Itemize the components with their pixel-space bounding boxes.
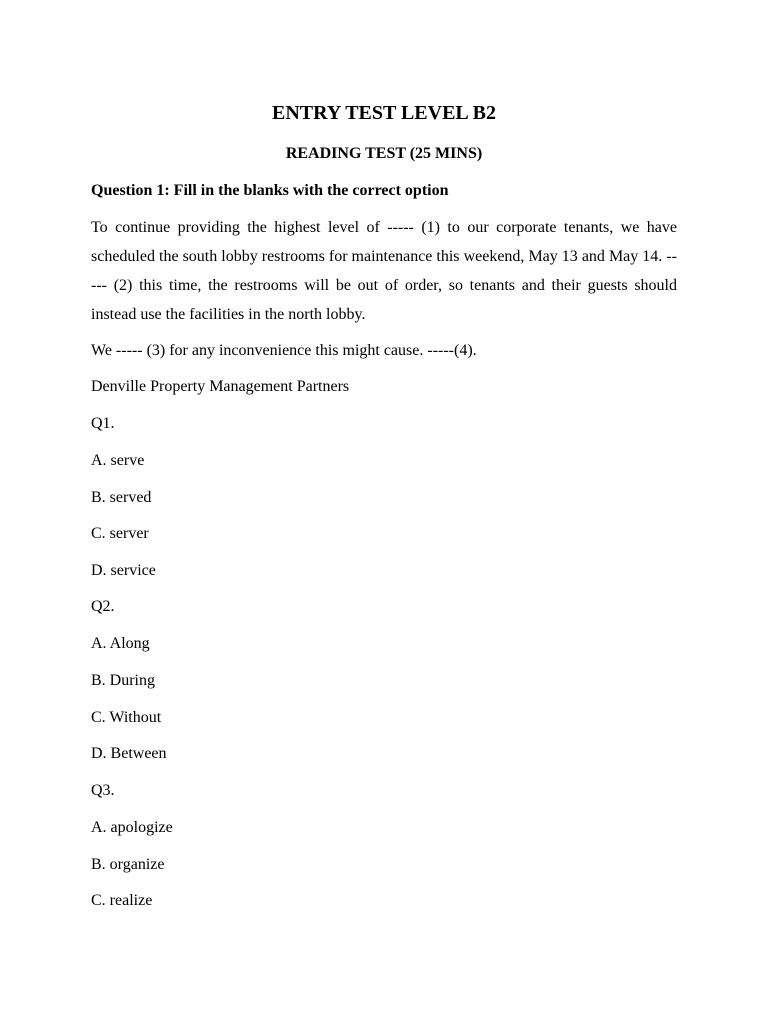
option-q2-d: D. Between <box>91 745 167 762</box>
option-q1-b: B. served <box>91 489 152 506</box>
question-label-q3: Q3. <box>91 782 115 799</box>
option-q2-a: A. Along <box>91 635 150 652</box>
question-heading: Question 1: Fill in the blanks with the correct option <box>91 182 449 199</box>
closing-line: We ----- (3) for any inconvenience this might cause. -----(4). <box>91 342 477 359</box>
option-q2-b: B. During <box>91 672 155 689</box>
option-q2-c: C. Without <box>91 709 162 726</box>
option-q3-b: B. organize <box>91 856 165 873</box>
page-subtitle: READING TEST (25 MINS) <box>285 145 483 162</box>
option-q3-a: A. apologize <box>91 819 173 836</box>
option-q1-d: D. service <box>91 562 156 579</box>
option-q1-a: A. serve <box>91 452 145 469</box>
page-title: ENTRY TEST LEVEL B2 <box>271 102 497 124</box>
question-label-q2: Q2. <box>91 598 115 615</box>
option-q3-c: C. realize <box>91 892 153 909</box>
question-label-q1: Q1. <box>91 415 115 432</box>
reading-passage: To continue providing the highest level of ----- (1) to our corporate tenants, we have scheduled the south lobby restrooms for maintenance this weekend, May 13 and May 14. ----- (2) this time, the restrooms will be out of order, so tenants and their guests should instead use the facilities in the north lobby. <box>91 219 677 323</box>
signature: Denville Property Management Partners <box>91 378 350 395</box>
option-q1-c: C. server <box>91 525 149 542</box>
